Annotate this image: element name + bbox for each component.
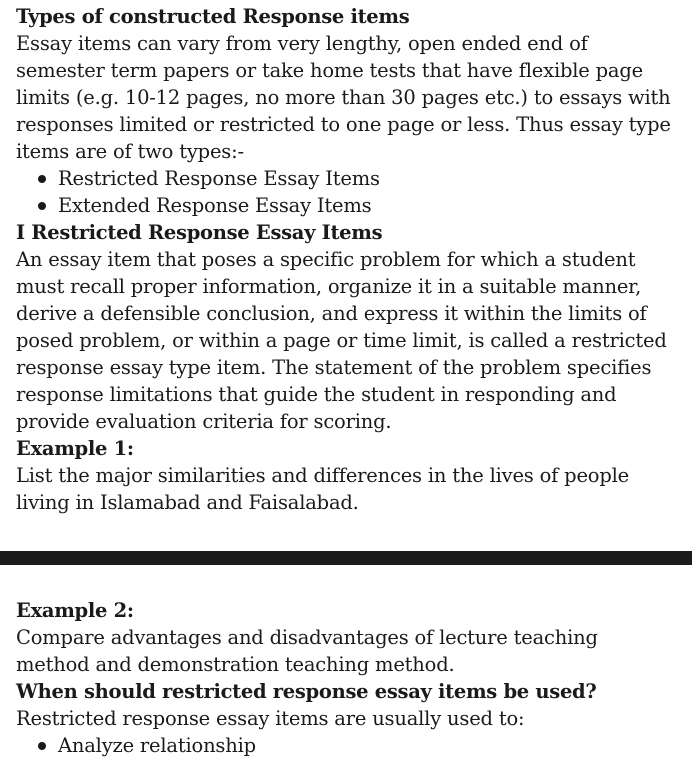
paragraph-line: An essay item that poses a specific problem for which a student [16,248,636,271]
bottom-section [16,597,684,759]
paragraph-line: items are of two types:- [16,140,244,163]
paragraph-line: method and demonstration teaching method. [16,653,455,676]
paragraph-line: provide evaluation criteria for scoring. [16,410,392,433]
list-item: Analyze relationship [16,732,684,759]
paragraph-line: response essay type item. The statement of the problem specifies [16,356,652,379]
paragraph-line: living in Islamabad and Faisalabad. [16,491,359,514]
top-section [16,3,684,516]
example1-label: Example 1: [16,437,134,460]
paragraph-line: Compare advantages and disadvantages of lecture teaching [16,626,598,649]
paragraph-line: Essay items can vary from very lengthy, open ended end of [16,32,588,55]
intro-paragraph [16,30,684,165]
paragraph-line: limits (e.g. 10-12 pages, no more than 30 pages etc.) to essays with [16,86,671,109]
restricted-heading: I Restricted Response Essay Items [16,221,383,244]
paragraph-line: responses limited or restricted to one page or less. Thus essay type [16,113,671,136]
paragraph-line: derive a defensible conclusion, and express it within the limits of [16,302,647,325]
section-heading: Types of constructed Response items [16,5,410,28]
definition-paragraph [16,246,684,435]
example1-paragraph [16,462,684,516]
usage-list [16,732,684,759]
usage-intro: Restricted response essay items are usually used to: [16,707,525,730]
types-list [16,165,684,219]
when-heading: When should restricted response essay items be used? [16,680,597,703]
list-item: Extended Response Essay Items [16,192,684,219]
list-item: Restricted Response Essay Items [16,165,684,192]
paragraph-line: List the major similarities and differences in the lives of people [16,464,629,487]
paragraph-line: must recall proper information, organize it in a suitable manner, [16,275,642,298]
example2-paragraph [16,624,684,678]
page-divider [0,551,692,565]
paragraph-line: posed problem, or within a page or time limit, is called a restricted [16,329,667,352]
paragraph-line: response limitations that guide the student in responding and [16,383,617,406]
paragraph-line: semester term papers or take home tests that have flexible page [16,59,643,82]
example2-label: Example 2: [16,599,134,622]
